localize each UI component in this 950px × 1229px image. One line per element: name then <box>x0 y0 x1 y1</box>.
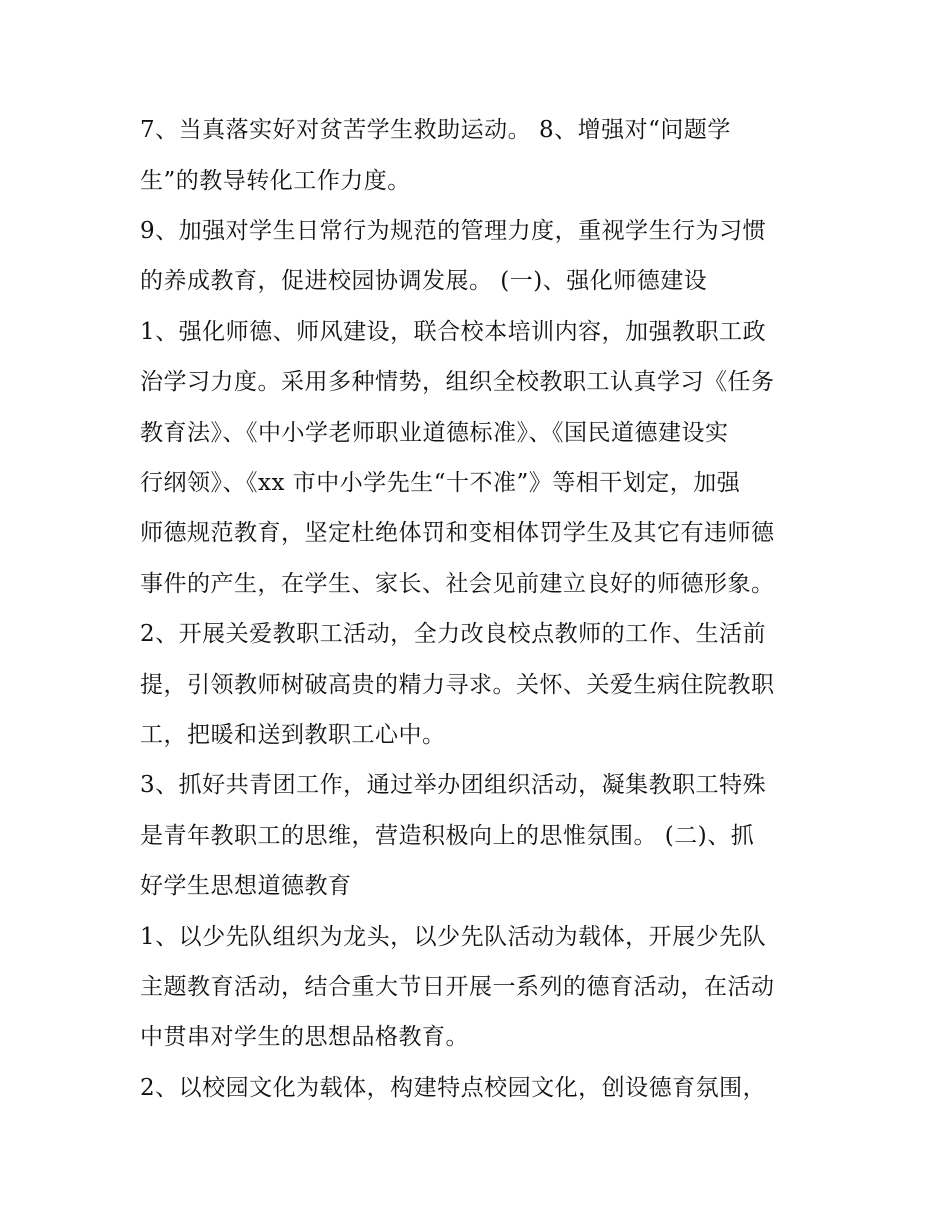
text-line: 提，引领教师树破高贵的精力寻求。关怀、关爱生病住院教职 <box>140 672 775 698</box>
text-line: 中贯串对学生的思想品格教育。 <box>140 1024 469 1050</box>
text-line: 教育法》、《中小学老师职业道德标准》、《国民道德建设实 <box>140 420 729 446</box>
text-line: 事件的产生，在学生、家长、社会见前建立良好的师德形象。 <box>140 571 775 597</box>
text-line: 1、强化师德、师风建设，联合校本培训内容，加强教职工政 <box>140 319 767 345</box>
text-line: 主题教育活动，结合重大节日开展一系列的德育活动，在活动 <box>140 974 775 1000</box>
text-line: 2、开展关爱教职工活动，全力改良校点教师的工作、生活前 <box>140 621 767 647</box>
text-line: 好学生思想道德教育 <box>140 873 352 899</box>
text-line: 生”的教导转化工作力度。 <box>140 168 411 194</box>
text-line: 3、抓好共青团工作，通过举办团组织活动，凝集教职工特殊 <box>140 772 767 798</box>
text-line: 2、以校园文化为载体，构建特点校园文化，创设德育氛围， <box>140 1075 767 1101</box>
text-line: 的养成教育，促进校园协调发展。 (一)、强化师德建设 <box>140 268 708 294</box>
text-line: 治学习力度。采用多种情势，组织全校教职工认真学习《任务 <box>140 369 775 395</box>
text-line: 7、当真落实好对贫苦学生救助运动。 8、增强对“问题学 <box>140 117 731 143</box>
text-line: 工，把暖和送到教职工心中。 <box>140 722 446 748</box>
text-line: 行纲领》、《xx 市中小学先生“十不准”》等相干划定，加强 <box>140 470 741 496</box>
text-line: 1、以少先队组织为龙头，以少先队活动为载体，开展少先队 <box>140 924 767 950</box>
text-line: 是青年教职工的思维，营造积极向上的思惟氛围。 (二)、抓 <box>140 823 755 849</box>
text-line: 师德规范教育，坚定杜绝体罚和变相体罚学生及其它有违师德 <box>140 520 775 546</box>
text-line: 9、加强对学生日常行为规范的管理力度，重视学生行为习惯 <box>140 218 767 244</box>
